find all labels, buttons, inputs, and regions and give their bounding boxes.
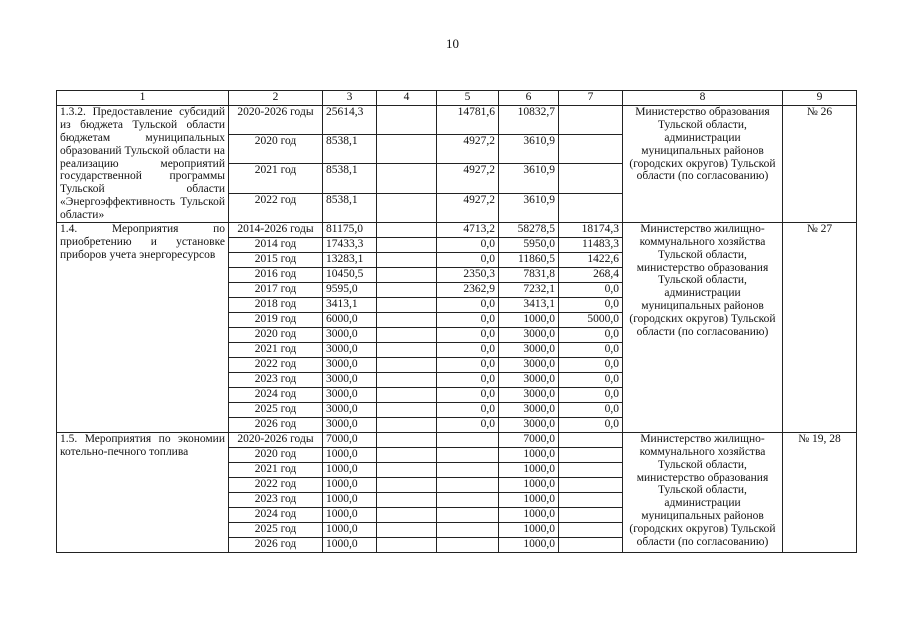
col4-cell — [377, 462, 437, 477]
col7-cell — [559, 522, 623, 537]
col5-cell: 0,0 — [437, 327, 499, 342]
col4-cell — [377, 106, 437, 135]
col5-cell: 4927,2 — [437, 164, 499, 193]
total-cell: 1000,0 — [323, 537, 377, 552]
total-cell: 8538,1 — [323, 193, 377, 222]
col7-cell: 0,0 — [559, 297, 623, 312]
period-cell: 2021 год — [229, 342, 323, 357]
col6-cell: 1000,0 — [499, 522, 559, 537]
col7-cell — [559, 447, 623, 462]
col7-cell — [559, 492, 623, 507]
total-cell: 6000,0 — [323, 312, 377, 327]
period-cell: 2014 год — [229, 237, 323, 252]
total-cell: 3000,0 — [323, 402, 377, 417]
col7-cell — [559, 477, 623, 492]
col6-cell: 3000,0 — [499, 327, 559, 342]
col6-cell: 10832,7 — [499, 106, 559, 135]
header-row — [57, 91, 857, 106]
col4-cell — [377, 164, 437, 193]
col5-cell: 0,0 — [437, 372, 499, 387]
col5-cell: 0,0 — [437, 387, 499, 402]
col5-cell: 0,0 — [437, 297, 499, 312]
col5-cell — [437, 522, 499, 537]
total-cell: 3413,1 — [323, 297, 377, 312]
col4-cell — [377, 507, 437, 522]
col7-cell: 5000,0 — [559, 312, 623, 327]
column-header: 9 — [783, 91, 857, 106]
col5-cell — [437, 462, 499, 477]
total-cell: 1000,0 — [323, 462, 377, 477]
col6-cell: 3000,0 — [499, 387, 559, 402]
col4-cell — [377, 282, 437, 297]
col7-cell — [559, 462, 623, 477]
period-cell: 2026 год — [229, 537, 323, 552]
indicator-ref: № 19, 28 — [783, 432, 857, 552]
col5-cell: 4713,2 — [437, 222, 499, 237]
total-cell: 3000,0 — [323, 372, 377, 387]
column-header: 2 — [229, 91, 323, 106]
col6-cell: 3000,0 — [499, 342, 559, 357]
col6-cell: 3000,0 — [499, 372, 559, 387]
col7-cell — [559, 164, 623, 193]
col6-cell: 3610,9 — [499, 193, 559, 222]
col4-cell — [377, 357, 437, 372]
total-cell: 25614,3 — [323, 106, 377, 135]
col7-cell: 11483,3 — [559, 237, 623, 252]
col5-cell: 0,0 — [437, 402, 499, 417]
total-cell: 8538,1 — [323, 164, 377, 193]
col5-cell — [437, 492, 499, 507]
col4-cell — [377, 327, 437, 342]
col6-cell: 1000,0 — [499, 537, 559, 552]
period-cell: 2017 год — [229, 282, 323, 297]
col6-cell: 5950,0 — [499, 237, 559, 252]
col7-cell: 0,0 — [559, 387, 623, 402]
col5-cell: 0,0 — [437, 312, 499, 327]
col5-cell: 4927,2 — [437, 135, 499, 164]
col4-cell — [377, 193, 437, 222]
col5-cell: 0,0 — [437, 342, 499, 357]
col4-cell — [377, 312, 437, 327]
total-cell: 3000,0 — [323, 342, 377, 357]
total-cell: 1000,0 — [323, 522, 377, 537]
col4-cell — [377, 297, 437, 312]
col5-cell: 0,0 — [437, 237, 499, 252]
col6-cell: 7000,0 — [499, 432, 559, 447]
col6-cell: 1000,0 — [499, 447, 559, 462]
col4-cell — [377, 432, 437, 447]
period-cell: 2024 год — [229, 387, 323, 402]
period-cell: 2018 год — [229, 297, 323, 312]
table-row — [57, 222, 857, 237]
col7-cell: 18174,3 — [559, 222, 623, 237]
total-cell: 3000,0 — [323, 387, 377, 402]
col6-cell: 58278,5 — [499, 222, 559, 237]
col6-cell: 1000,0 — [499, 462, 559, 477]
col4-cell — [377, 252, 437, 267]
col5-cell: 0,0 — [437, 357, 499, 372]
col7-cell: 0,0 — [559, 282, 623, 297]
col6-cell: 3413,1 — [499, 297, 559, 312]
column-header: 1 — [57, 91, 229, 106]
period-cell: 2026 год — [229, 417, 323, 432]
period-cell: 2020 год — [229, 447, 323, 462]
period-cell: 2020-2026 годы — [229, 432, 323, 447]
col5-cell: 2350,3 — [437, 267, 499, 282]
col6-cell: 3610,9 — [499, 164, 559, 193]
table-row — [57, 106, 857, 135]
total-cell: 17433,3 — [323, 237, 377, 252]
period-cell: 2022 год — [229, 477, 323, 492]
responsible-org: Министерство образования Тульской области, администрации муниципальных районов (городских округов) Тульской области (по согласованию) — [623, 106, 783, 223]
col7-cell — [559, 432, 623, 447]
col4-cell — [377, 417, 437, 432]
period-cell: 2023 год — [229, 492, 323, 507]
period-cell: 2020 год — [229, 135, 323, 164]
period-cell: 2024 год — [229, 507, 323, 522]
col4-cell — [377, 387, 437, 402]
activity-name: 1.3.2. Предоставление субсидий из бюджета Тульской области бюджетам муниципальных образований Тульской области на реализацию мероприятий государственной программы Тульской области «Энергоэффективность Тульской области» — [57, 106, 229, 223]
col5-cell — [437, 432, 499, 447]
col4-cell — [377, 447, 437, 462]
col7-cell: 1422,6 — [559, 252, 623, 267]
col5-cell: 0,0 — [437, 417, 499, 432]
page-number: 10 — [446, 36, 459, 51]
column-header: 7 — [559, 91, 623, 106]
col7-cell — [559, 507, 623, 522]
col4-cell — [377, 492, 437, 507]
total-cell: 9595,0 — [323, 282, 377, 297]
period-cell: 2021 год — [229, 164, 323, 193]
col6-cell: 7232,1 — [499, 282, 559, 297]
col7-cell — [559, 135, 623, 164]
col4-cell — [377, 522, 437, 537]
responsible-org: Министерство жилищно-коммунального хозяйства Тульской области, министерство образования Тульской области, администрации муниципальных районов (городских округов) Тульской области (по согласованию) — [623, 222, 783, 432]
total-cell: 8538,1 — [323, 135, 377, 164]
activity-name: 1.4. Мероприятия по приобретению и установке приборов учета энергоресурсов — [57, 222, 229, 432]
col5-cell: 2362,9 — [437, 282, 499, 297]
col4-cell — [377, 222, 437, 237]
period-cell: 2025 год — [229, 522, 323, 537]
activity-name: 1.5. Мероприятия по экономии котельно-печного топлива — [57, 432, 229, 552]
col6-cell: 3000,0 — [499, 417, 559, 432]
period-cell: 2014-2026 годы — [229, 222, 323, 237]
col4-cell — [377, 402, 437, 417]
col7-cell: 0,0 — [559, 402, 623, 417]
table-body — [57, 106, 857, 553]
col7-cell — [559, 193, 623, 222]
program-table — [56, 90, 857, 553]
col4-cell — [377, 537, 437, 552]
period-cell: 2023 год — [229, 372, 323, 387]
col6-cell: 7831,8 — [499, 267, 559, 282]
period-cell: 2021 год — [229, 462, 323, 477]
col5-cell: 0,0 — [437, 252, 499, 267]
col6-cell: 3610,9 — [499, 135, 559, 164]
col7-cell: 0,0 — [559, 357, 623, 372]
col5-cell: 4927,2 — [437, 193, 499, 222]
column-header: 5 — [437, 91, 499, 106]
col6-cell: 1000,0 — [499, 477, 559, 492]
period-cell: 2015 год — [229, 252, 323, 267]
col7-cell: 0,0 — [559, 372, 623, 387]
period-cell: 2025 год — [229, 402, 323, 417]
indicator-ref: № 27 — [783, 222, 857, 432]
total-cell: 81175,0 — [323, 222, 377, 237]
period-cell: 2020 год — [229, 327, 323, 342]
col7-cell — [559, 537, 623, 552]
total-cell: 7000,0 — [323, 432, 377, 447]
total-cell: 3000,0 — [323, 327, 377, 342]
total-cell: 1000,0 — [323, 492, 377, 507]
col5-cell — [437, 447, 499, 462]
col5-cell: 14781,6 — [437, 106, 499, 135]
col6-cell: 1000,0 — [499, 312, 559, 327]
col4-cell — [377, 342, 437, 357]
col6-cell: 3000,0 — [499, 357, 559, 372]
col4-cell — [377, 372, 437, 387]
col6-cell: 1000,0 — [499, 507, 559, 522]
col4-cell — [377, 267, 437, 282]
col5-cell — [437, 477, 499, 492]
total-cell: 13283,1 — [323, 252, 377, 267]
total-cell: 10450,5 — [323, 267, 377, 282]
total-cell: 1000,0 — [323, 477, 377, 492]
total-cell: 3000,0 — [323, 417, 377, 432]
column-header: 6 — [499, 91, 559, 106]
period-cell: 2022 год — [229, 193, 323, 222]
responsible-org: Министерство жилищно-коммунального хозяйства Тульской области, министерство образования Тульской области, администрации муниципальных районов (городских округов) Тульской области (по согласованию) — [623, 432, 783, 552]
period-cell: 2022 год — [229, 357, 323, 372]
total-cell: 1000,0 — [323, 507, 377, 522]
col6-cell: 11860,5 — [499, 252, 559, 267]
col6-cell: 3000,0 — [499, 402, 559, 417]
column-header: 3 — [323, 91, 377, 106]
col4-cell — [377, 237, 437, 252]
period-cell: 2016 год — [229, 267, 323, 282]
column-header: 4 — [377, 91, 437, 106]
col5-cell — [437, 507, 499, 522]
col7-cell: 268,4 — [559, 267, 623, 282]
col6-cell: 1000,0 — [499, 492, 559, 507]
col7-cell: 0,0 — [559, 327, 623, 342]
col7-cell: 0,0 — [559, 342, 623, 357]
col4-cell — [377, 135, 437, 164]
column-header: 8 — [623, 91, 783, 106]
col7-cell — [559, 106, 623, 135]
col7-cell: 0,0 — [559, 417, 623, 432]
table-row — [57, 432, 857, 447]
indicator-ref: № 26 — [783, 106, 857, 223]
period-cell: 2019 год — [229, 312, 323, 327]
total-cell: 1000,0 — [323, 447, 377, 462]
total-cell: 3000,0 — [323, 357, 377, 372]
col4-cell — [377, 477, 437, 492]
col5-cell — [437, 537, 499, 552]
period-cell: 2020-2026 годы — [229, 106, 323, 135]
